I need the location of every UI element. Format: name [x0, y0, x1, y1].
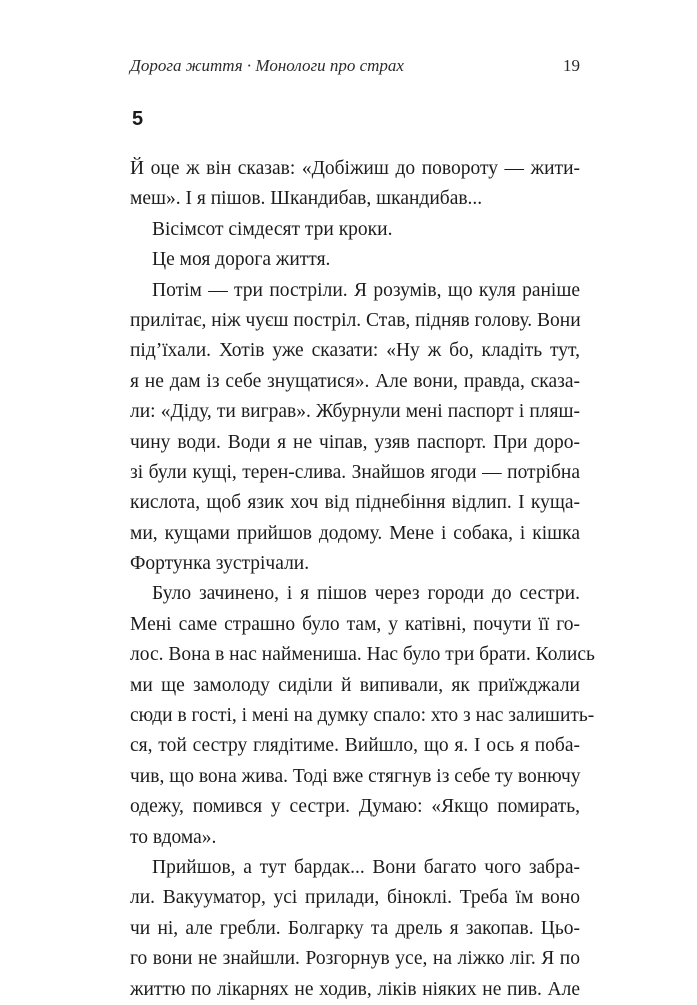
text-line: Прийшов, а тут бардак... Вони багато чого забра- [152, 856, 580, 878]
text-line: ли. Вакууматор, усі прилади, біноклі. Треба їм воно [130, 887, 580, 909]
text-line: Й оце ж він сказав: «Добіжиш до повороту — жити- [130, 158, 580, 179]
text-line: життю по лікарнях не ходив, ліків ніяких не пив. Але [130, 978, 580, 1000]
text-line: зі були кущі, терен-слива. Знайшов ягоди — потрібна [130, 461, 580, 483]
text-line: Потім — три постріли. Я розумів, що куля раніше [152, 279, 580, 301]
running-title: Дорога життя · Монологи про страх [130, 56, 404, 75]
text-line: чив, що вона жива. Тоді вже стягнув із себе ту вонючу [130, 765, 581, 787]
running-header [130, 56, 580, 82]
text-line: чи ні, але гребли. Болгарку та дрель я закопав. Цьо- [130, 917, 580, 939]
text-line: під’їхали. Хотів уже сказати: «Ну ж бо, кладіть тут, [130, 340, 580, 362]
body-text [130, 154, 595, 1005]
text-line: кислота, щоб язик хоч від піднебіння відлип. І куща- [130, 492, 580, 514]
text-line: чину води. Води я не чіпав, узяв паспорт. При доро- [130, 431, 580, 453]
text-line: Це моя дорога життя. [152, 249, 331, 271]
text-line: лос. Вона в нас наймениша. Нас було три брати. Колись [130, 644, 595, 666]
text-line: го вони не знайшли. Розгорнув усе, на ліжко ліг. Я по [130, 948, 580, 970]
text-line: одежу, помився у сестри. Думаю: «Якщо помирать, [130, 796, 580, 818]
text-line: ми, кущами прийшов додому. Мене і собака, і кішка [130, 522, 580, 544]
text-line: меш». І я пішов. Шкандибав, шкандибав... [130, 188, 483, 210]
text-line: Вісімсот сімдесят три кроки. [152, 218, 393, 240]
text-line: я не дам із себе знущатися». Але вони, правда, сказа- [130, 370, 580, 392]
page-number: 19 [563, 56, 580, 75]
text-line: прилітає, ніж чуєш постріл. Став, підняв голову. Вони [130, 309, 581, 331]
text-line: сюди в гості, і мені на думку спало: хто з нас залишить- [130, 705, 595, 727]
text-line: то вдома». [130, 826, 217, 848]
text-line: Фортунка зустрічали. [130, 553, 310, 575]
text-line: Було зачинено, і я пішов через городи до сестри. [152, 583, 580, 605]
text-line: ми ще замолоду сиділи й випивали, як приїжджали [130, 674, 580, 696]
text-line: ся, той сестру глядітиме. Вийшло, що я. І ось я поба- [130, 735, 580, 757]
text-line: Мені саме страшно було там, у катівні, почути її го- [130, 613, 580, 635]
text-line: ли: «Діду, ти виграв». Жбурнули мені паспорт і пляш- [130, 401, 580, 423]
section-number: 5 [132, 108, 144, 130]
